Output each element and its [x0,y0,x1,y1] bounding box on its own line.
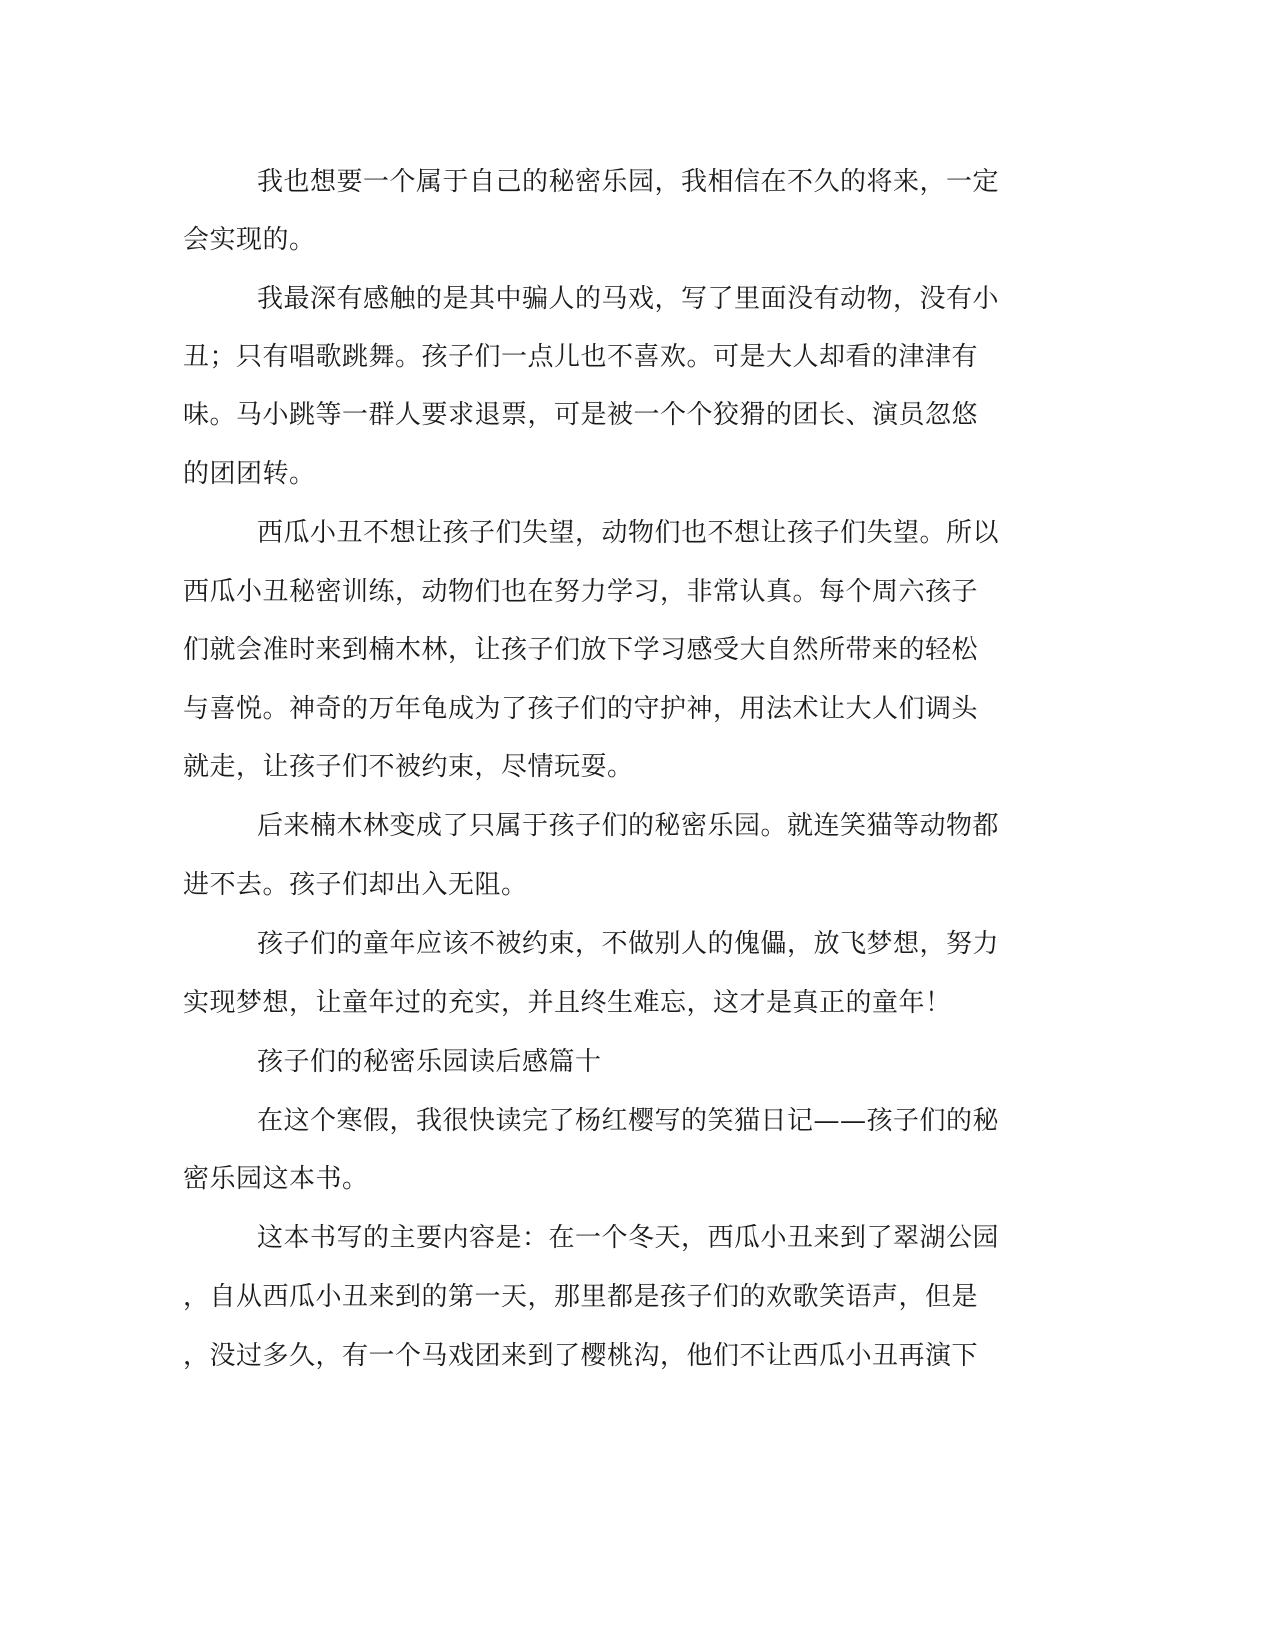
paragraph-line: 在这个寒假，我很快读完了杨红樱写的笑猫日记——孩子们的秘 [257,1106,1000,1136]
paragraph-line: 西瓜小丑秘密训练，动物们也在努力学习，非常认真。每个周六孩子 [183,577,979,607]
paragraph-line: 孩子们的童年应该不被约束，不做别人的傀儡，放飞梦想，努力 [257,929,1000,959]
paragraph-line: 与喜悦。神奇的万年龟成为了孩子们的守护神，用法术让大人们调头 [183,694,979,724]
paragraph-line: 味。马小跳等一群人要求退票，可是被一个个狡猾的团长、演员忽悠 [183,400,979,430]
paragraph-line: 我也想要一个属于自己的秘密乐园，我相信在不久的将来，一定 [257,167,1000,197]
paragraph-line: 实现梦想，让童年过的充实，并且终生难忘，这才是真正的童年！ [183,988,952,1018]
paragraph-line: 会实现的。 [183,225,316,255]
paragraph-line: 这本书写的主要内容是：在一个冬天，西瓜小丑来到了翠湖公园 [257,1223,1000,1253]
paragraph-line: 我最深有感触的是其中骗人的马戏，写了里面没有动物，没有小 [257,284,1000,314]
paragraph-line: 西瓜小丑不想让孩子们失望，动物们也不想让孩子们失望。所以 [257,518,1000,548]
paragraph-line: 密乐园这本书。 [183,1164,369,1194]
paragraph-line: 后来楠木林变成了只属于孩子们的秘密乐园。就连笑猫等动物都 [257,811,1000,841]
paragraph-line: 的团团转。 [183,459,316,489]
section-heading: 孩子们的秘密乐园读后感篇十 [257,1047,602,1077]
paragraph-line: ，没过多久，有一个马戏团来到了樱桃沟，他们不让西瓜小丑再演下 [183,1341,979,1371]
paragraph-line: 进不去。孩子们却出入无阻。 [183,870,528,900]
paragraph-line: 丑；只有唱歌跳舞。孩子们一点儿也不喜欢。可是大人却看的津津有 [183,342,979,372]
paragraph-line: ，自从西瓜小丑来到的第一天，那里都是孩子们的欢歌笑语声，但是 [183,1282,979,1312]
paragraph-line: 就走，让孩子们不被约束，尽情玩耍。 [183,752,634,782]
paragraph-line: 们就会准时来到楠木林，让孩子们放下学习感受大自然所带来的轻松 [183,635,979,665]
